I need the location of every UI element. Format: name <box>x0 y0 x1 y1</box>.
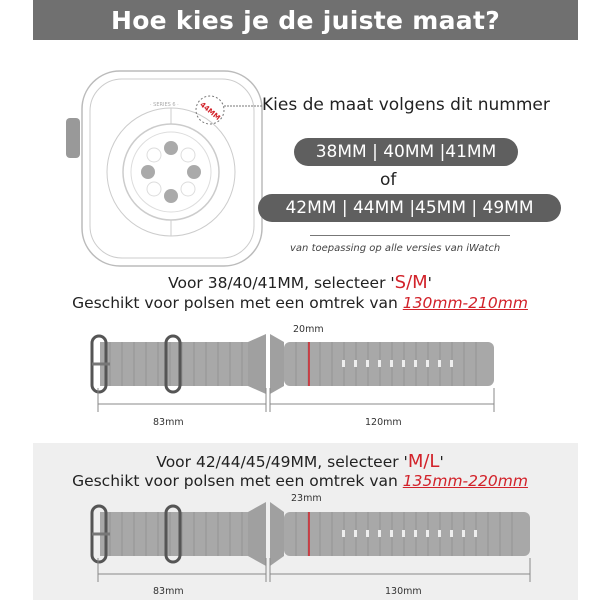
size-group-large: 42MM | 44MM |45MM | 49MM <box>258 194 561 222</box>
sm-band-icon <box>88 330 508 420</box>
compatibility-note: van toepassing op alle versies van iWatch <box>290 243 501 254</box>
size-group-small: 38MM | 40MM |41MM <box>294 138 518 166</box>
sm-heading: Voor 38/40/41MM, selecteer 'S/M' <box>168 272 432 293</box>
pointer-label: Kies de maat volgens dit nummer <box>262 95 550 115</box>
svg-text:44MM: 44MM <box>198 100 222 122</box>
ml-range-line: Geschikt voor polsen met een omtrek van 135mm-220mm <box>72 472 528 490</box>
sm-right-length: 120mm <box>365 417 402 428</box>
page-title: Hoe kies je de juiste maat? <box>33 0 578 40</box>
ml-band-icon <box>88 500 558 590</box>
or-label: of <box>380 170 397 190</box>
svg-text:· SERIES 6 ·: · SERIES 6 · <box>150 102 179 108</box>
sm-range-line: Geschikt voor polsen met een omtrek van 130mm-210mm <box>72 294 528 312</box>
ml-left-length: 83mm <box>153 586 184 597</box>
divider <box>310 235 510 236</box>
ml-right-length: 130mm <box>385 586 422 597</box>
ml-heading: Voor 42/44/45/49MM, selecteer 'M/L' <box>156 451 444 472</box>
sm-width-label: 20mm <box>293 324 324 335</box>
ml-range: 135mm-220mm <box>402 472 528 490</box>
sm-range: 130mm-210mm <box>402 294 528 312</box>
ml-size: M/L <box>407 451 440 472</box>
ml-width-label: 23mm <box>291 493 322 504</box>
sm-left-length: 83mm <box>153 417 184 428</box>
watch-back-icon <box>62 66 272 271</box>
sm-size: S/M <box>394 272 428 293</box>
